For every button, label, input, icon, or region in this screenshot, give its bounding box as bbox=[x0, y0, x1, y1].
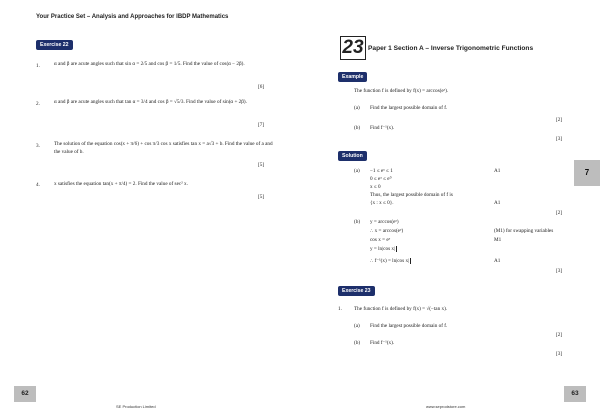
question-3-marks: [5] bbox=[258, 162, 265, 168]
footer-publisher: SE Production Limited bbox=[116, 404, 156, 409]
question-4-text: x satisfies the equation tan(x + π/4) = 2. Find the value of sec² x. bbox=[54, 181, 188, 187]
question-2-text: α and β are acute angles such that tan α = 3/4 and cos β = √5/3. Find the value of sin(α + 2β). bbox=[54, 99, 247, 105]
exercise-23-part-a-text: Find the largest possible domain of f. bbox=[370, 323, 448, 329]
question-2-marks: [7] bbox=[258, 122, 265, 128]
right-page bbox=[300, 0, 600, 420]
solution-a-line-1: −1 ≤ eˣ ≤ 1 bbox=[370, 168, 393, 174]
page-number-left: 62 bbox=[14, 386, 36, 402]
solution-a-mark-2: A1 bbox=[494, 200, 501, 206]
example-part-b-marks: [3] bbox=[556, 136, 563, 142]
exercise-23-part-a-label: (a) bbox=[354, 323, 360, 329]
solution-a-line-3: x ≤ 0 bbox=[370, 184, 381, 190]
exercise-23-question-number: 1. bbox=[338, 306, 342, 312]
solution-b-total: [3] bbox=[556, 268, 563, 274]
example-part-a-label: (a) bbox=[354, 105, 360, 111]
solution-b-line-5-text: ∴ f⁻¹(x) = ln|cos x| bbox=[370, 258, 410, 265]
question-4-number: 4. bbox=[36, 182, 40, 188]
solution-b-line-4 bbox=[370, 246, 397, 252]
example-part-b-text: Find f⁻¹(x). bbox=[370, 125, 395, 131]
exercise-23-part-a-marks: [2] bbox=[556, 332, 563, 338]
solution-b-mark-2: M1 bbox=[494, 237, 502, 243]
page-number-right: 63 bbox=[564, 386, 586, 402]
solution-a-label: (a) bbox=[354, 168, 360, 174]
example-badge: Example bbox=[338, 72, 367, 82]
example-part-a-marks: [2] bbox=[556, 117, 563, 123]
text-cursor bbox=[396, 246, 397, 252]
solution-a-total: [2] bbox=[556, 210, 563, 216]
solution-b-line-2: ∴ x = arccos(eʸ) bbox=[370, 228, 404, 234]
solution-b-line-4-text: y = ln|cos x| bbox=[370, 246, 396, 253]
chapter-number: 23 bbox=[340, 36, 366, 60]
solution-b-label: (b) bbox=[354, 219, 361, 225]
solution-b-line-1: y = arccos(eˣ) bbox=[370, 219, 399, 225]
text-cursor-2 bbox=[410, 258, 411, 264]
solution-a-line-5: {x : x ≤ 0}. bbox=[370, 200, 394, 206]
example-part-a-text: Find the largest possible domain of f. bbox=[370, 105, 448, 111]
solution-b-mark-1: (M1) for swapping variables bbox=[494, 228, 554, 234]
question-1-marks: [6] bbox=[258, 84, 265, 90]
solution-a-line-4: Thus, the largest possible domain of f is bbox=[370, 192, 453, 198]
exercise-23-part-b-marks: [3] bbox=[556, 351, 563, 357]
question-1-number: 1. bbox=[36, 63, 40, 69]
exercise-23-part-b-text: Find f⁻¹(x). bbox=[370, 340, 395, 346]
solution-a-line-2: 0 ≤ eˣ ≤ e⁰ bbox=[370, 176, 392, 182]
footer-website: www.seprodstore.com bbox=[426, 404, 466, 409]
example-part-b-label: (b) bbox=[354, 125, 361, 131]
question-4-marks: [5] bbox=[258, 194, 265, 200]
example-intro: The function f is defined by f(x) = arccos(eˣ). bbox=[354, 88, 449, 94]
chapter-side-tab: 7 bbox=[574, 160, 600, 186]
solution-badge: Solution bbox=[338, 151, 367, 161]
solution-b-line-5 bbox=[370, 258, 411, 264]
exercise-23-part-b-label: (b) bbox=[354, 340, 361, 346]
book-title: Your Practice Set – Analysis and Approaches for IBDP Mathematics bbox=[36, 14, 229, 20]
solution-b-line-3: cos x = eʸ bbox=[370, 237, 391, 243]
exercise-23-question-text: The function f is defined by f(x) = √(−tan x). bbox=[354, 306, 448, 312]
question-2-number: 2. bbox=[36, 101, 40, 107]
chapter-title: Paper 1 Section A – Inverse Trigonometric Functions bbox=[368, 45, 534, 52]
question-3-number: 3. bbox=[36, 143, 40, 149]
question-3-text: The solution of the equation cos(x + π/6) + cos π/3 cos x satisfies tan x = a√3 + b. Find the value of a and the value of b. bbox=[54, 141, 273, 155]
exercise-23-badge: Exercise 23 bbox=[338, 286, 375, 296]
exercise-22-badge: Exercise 22 bbox=[36, 40, 73, 50]
solution-a-mark-1: A1 bbox=[494, 168, 501, 174]
question-1-text: α and β are acute angles such that sin α = 2/5 and cos β = 1/5. Find the value of cos(α − 2β). bbox=[54, 61, 245, 67]
solution-b-mark-3: A1 bbox=[494, 258, 501, 264]
